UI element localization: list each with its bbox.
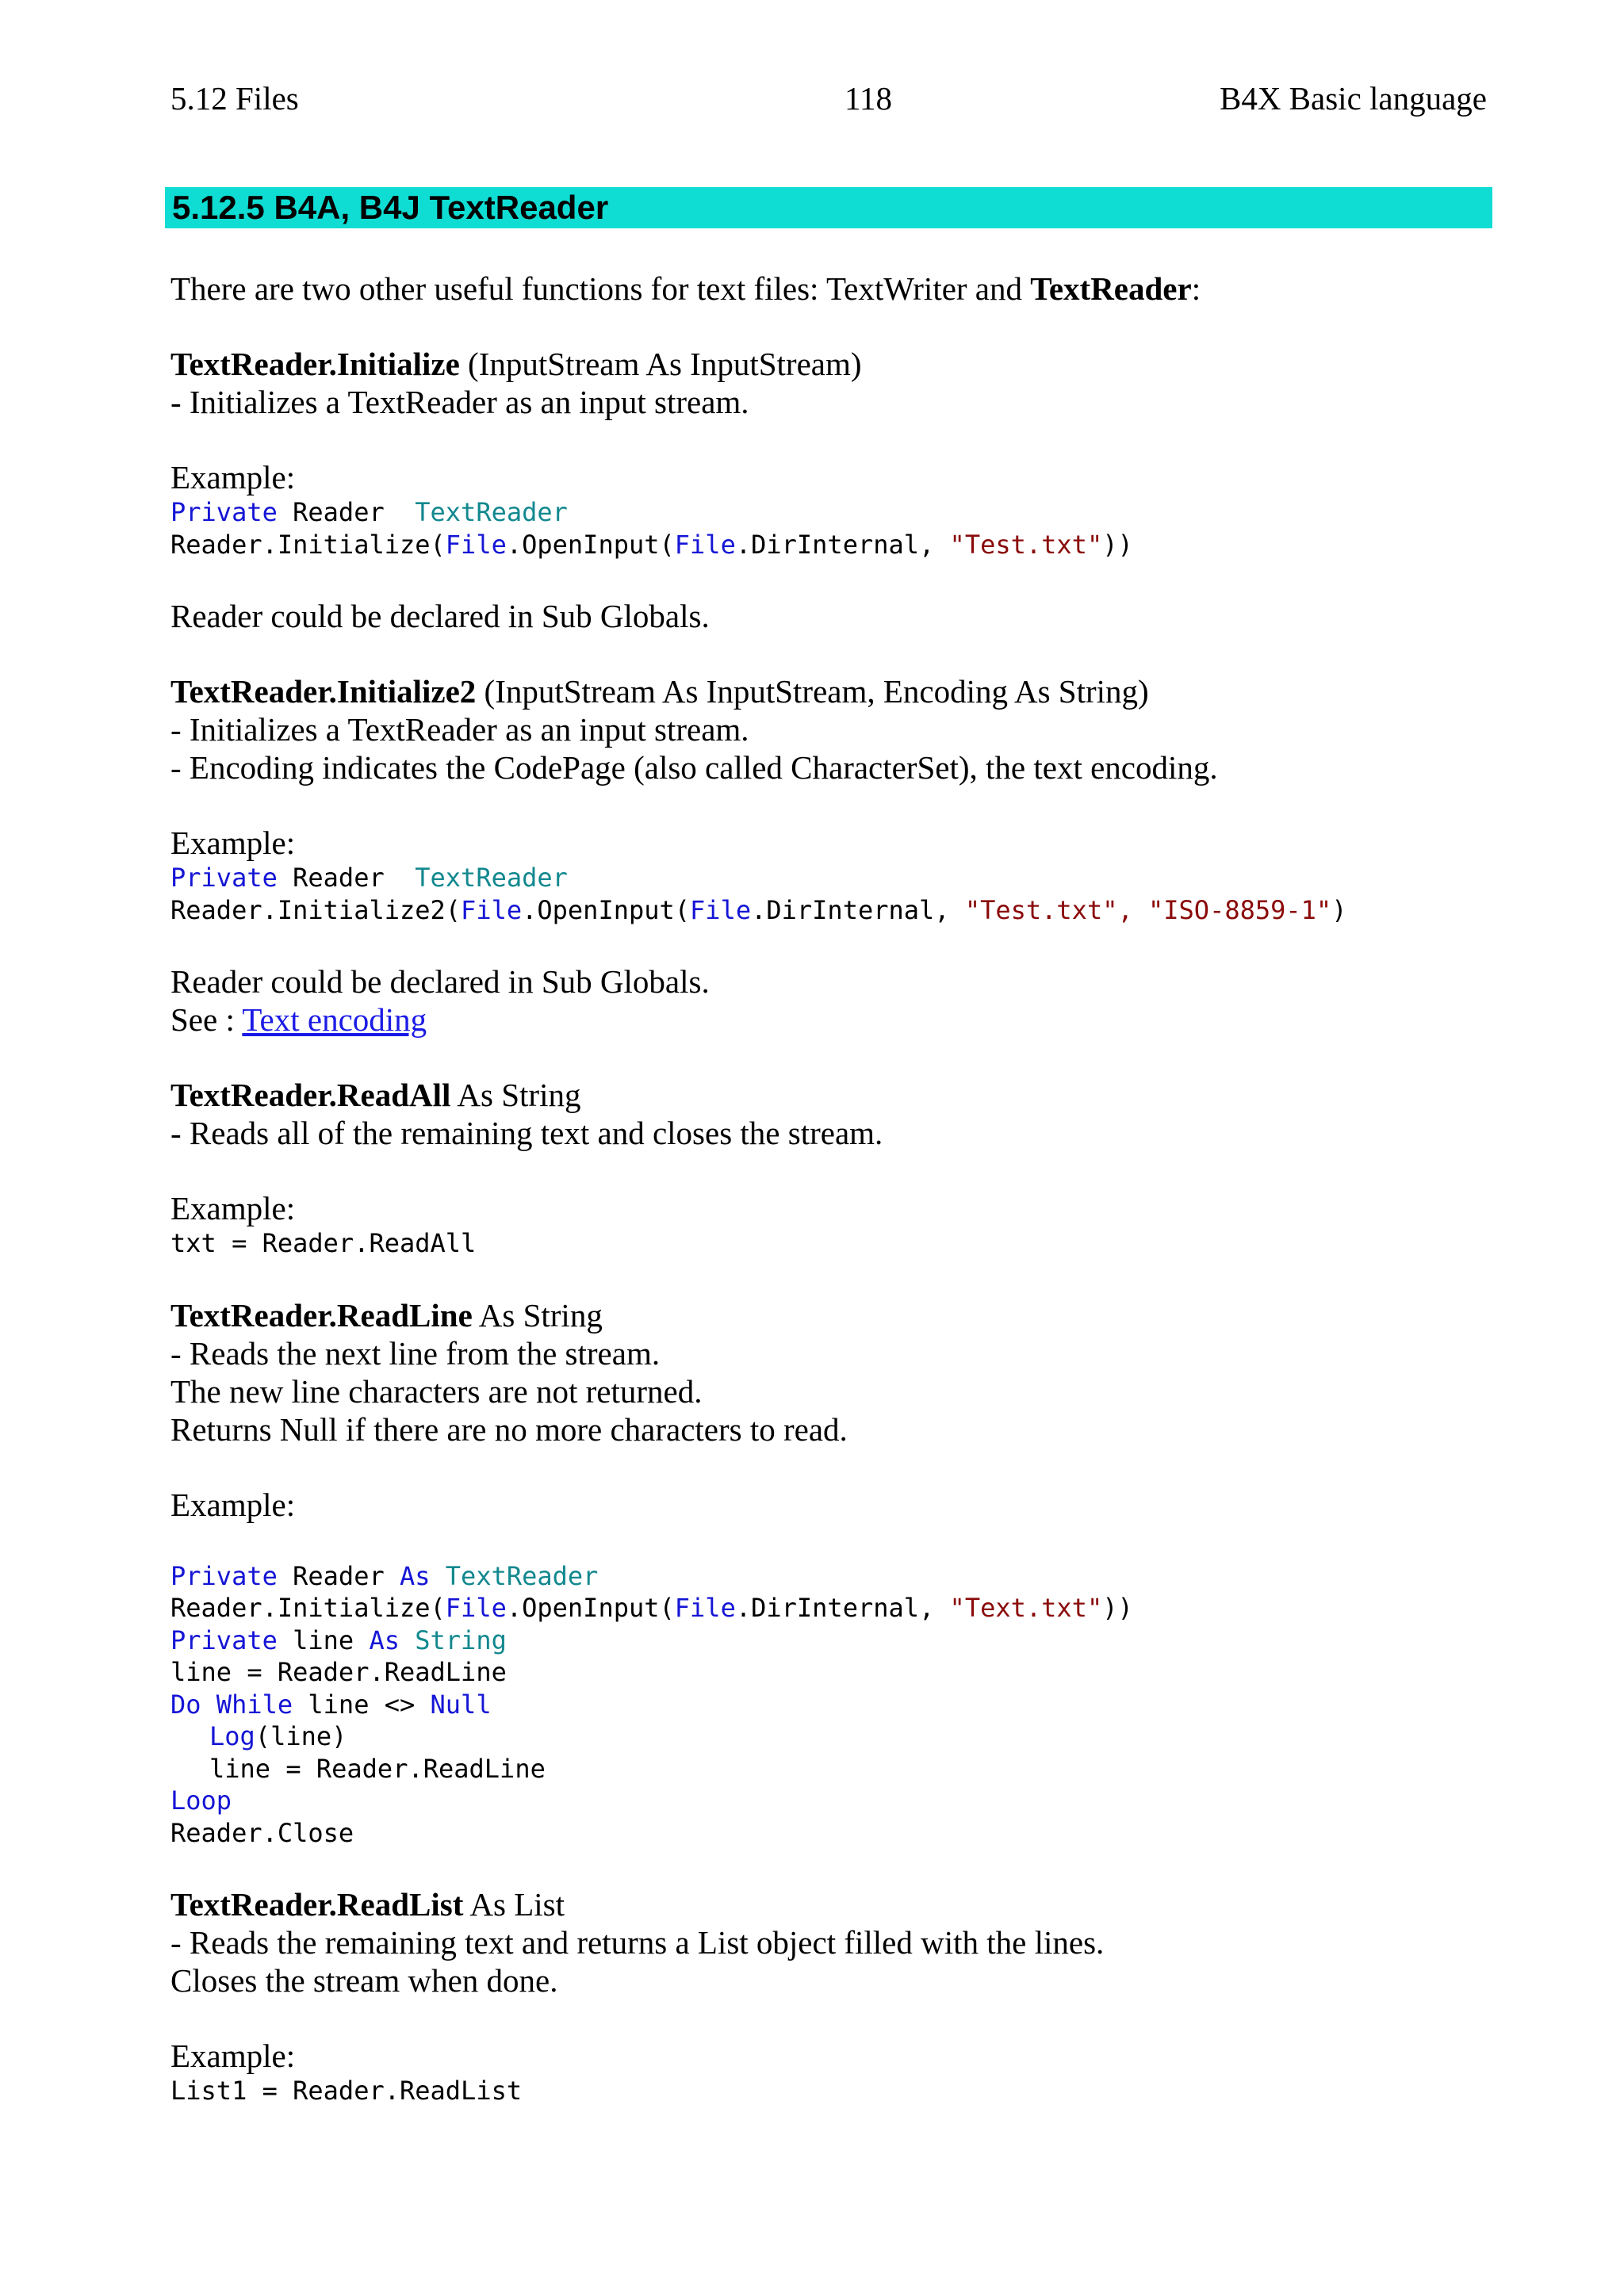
code-line: Reader.Initialize2(File.OpenInput(File.DirInternal, "Test.txt", "ISO-8859-1")	[170, 894, 1347, 925]
intro-suffix: :	[1191, 270, 1201, 307]
readline-sig: As String	[472, 1296, 603, 1334]
code-line: Log(line)	[209, 1721, 347, 1751]
see-prefix: See :	[170, 1001, 243, 1038]
text-encoding-link[interactable]: Text encoding	[242, 1001, 427, 1038]
code-line: Private Reader TextReader	[170, 497, 568, 527]
see-also	[170, 1001, 1487, 1039]
code-line: Private line As String	[170, 1624, 507, 1655]
example-label: Example:	[170, 1486, 296, 1523]
readlist-desc2: Closes the stream when done.	[170, 1962, 558, 1999]
code-block-initialize	[170, 496, 1487, 561]
page-number: 118	[845, 80, 892, 117]
readall-desc: - Reads all of the remaining text and closes the stream.	[170, 1115, 883, 1151]
page-body	[170, 270, 1487, 2107]
readall-signature	[170, 1076, 1487, 1114]
code-block-readall	[170, 1227, 1487, 1260]
initialize-sig: (InputStream As InputStream)	[459, 346, 862, 382]
readlist-signature	[170, 1885, 1487, 1923]
readline-desc3: Returns Null if there are no more characters to read.	[170, 1410, 848, 1448]
readlist-desc1: - Reads the remaining text and returns a List object filled with the lines.	[170, 1924, 1105, 1961]
code-line: Do While line <> Null	[170, 1689, 492, 1720]
code-line: line = Reader.ReadLine	[209, 1753, 546, 1784]
example-label: Example:	[170, 1190, 296, 1226]
initialize-name: TextReader.Initialize	[170, 346, 460, 382]
code-block-readlist	[170, 2075, 1487, 2107]
initialize-signature	[170, 345, 1487, 383]
initialize-desc: - Initializes a TextReader as an input stream.	[170, 384, 749, 420]
readline-desc2: The new line characters are not returned.	[170, 1372, 703, 1410]
readlist-sig: As List	[463, 1886, 565, 1923]
initialize2-desc1: - Initializes a TextReader as an input stream.	[170, 711, 749, 748]
code-line: Reader.Initialize(File.OpenInput(File.DirInternal, "Text.txt"))	[170, 1593, 1133, 1623]
intro-bold: TextReader	[1030, 270, 1192, 307]
readlist-name: TextReader.ReadList	[170, 1886, 464, 1923]
example-label: Example:	[170, 2038, 296, 2074]
code-line: line = Reader.ReadLine	[170, 1657, 507, 1687]
code-line: Reader.Close	[170, 1817, 354, 1848]
code-line: Private Reader As TextReader	[170, 1560, 599, 1591]
page-header	[170, 76, 1487, 121]
example-label: Example:	[170, 459, 296, 496]
code-block-readline	[170, 1560, 1487, 1850]
readline-name: TextReader.ReadLine	[170, 1296, 473, 1334]
intro-text: There are two other useful functions for text files: TextWriter and	[170, 270, 1031, 307]
initialize-note: Reader could be declared in Sub Globals.	[170, 598, 710, 634]
readall-sig: As String	[450, 1077, 581, 1113]
code-line: Loop	[170, 1785, 232, 1816]
readline-signature	[170, 1296, 1487, 1334]
header-chapter: 5.12 Files	[170, 80, 299, 117]
code-line: txt = Reader.ReadAll	[170, 1228, 477, 1258]
readline-desc1: - Reads the next line from the stream.	[170, 1334, 661, 1372]
initialize2-note: Reader could be declared in Sub Globals.	[170, 963, 710, 1000]
initialize2-name: TextReader.Initialize2	[170, 673, 477, 710]
initialize2-signature	[170, 672, 1487, 710]
code-line: Private Reader TextReader	[170, 863, 568, 893]
readall-name: TextReader.ReadAll	[170, 1077, 451, 1113]
section-heading: 5.12.5 B4A, B4J TextReader	[165, 187, 1492, 228]
code-line: Reader.Initialize(File.OpenInput(File.DirInternal, "Test.txt"))	[170, 529, 1133, 560]
code-line: List1 = Reader.ReadList	[170, 2076, 523, 2106]
intro-paragraph	[170, 270, 1487, 308]
initialize2-desc2: - Encoding indicates the CodePage (also called CharacterSet), the text encoding.	[170, 749, 1218, 786]
example-label: Example:	[170, 825, 296, 861]
header-book-title: B4X Basic language	[1219, 80, 1487, 117]
code-block-initialize2	[170, 862, 1487, 926]
initialize2-sig: (InputStream As InputStream, Encoding As String)	[476, 673, 1149, 710]
